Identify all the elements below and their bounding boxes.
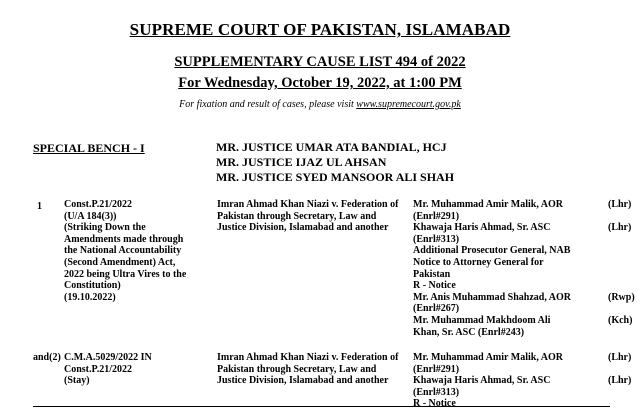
city-code: [608, 364, 631, 376]
city-code: [608, 303, 635, 315]
advocate-line: Additional Prosecutor General, NAB: [413, 245, 571, 257]
advocate-line: (Enrl#291): [413, 210, 460, 222]
advocate-line: Khawaja Haris Ahmad, Sr. ASC: [413, 375, 551, 387]
advocate-line: Khan, Sr. ASC (Enrl#243): [413, 326, 525, 338]
case-line: 2022 being Ultra Vires to the: [64, 268, 187, 280]
case-line: (Stay): [64, 375, 90, 387]
advocate-line: Mr. Anis Muhammad Shahzad, AOR: [413, 291, 571, 303]
judge-name: MR. JUSTICE IJAZ UL AHSAN: [216, 155, 387, 169]
city-code: [608, 280, 635, 292]
parties-block: [217, 199, 398, 234]
case-line: C.M.A.5029/2022 IN: [64, 352, 152, 363]
city-code: (Lhr): [608, 375, 632, 387]
case-line: (19.10.2022): [64, 291, 116, 303]
case-title-block: [64, 352, 152, 387]
party-line: Pakistan through Secretary, Law and: [217, 363, 377, 375]
case-line: (Striking Down the: [64, 222, 146, 234]
court-title: SUPREME COURT OF PAKISTAN, ISLAMABAD: [129, 20, 511, 39]
cause-list-date: For Wednesday, October 19, 2022, at 1:00 PM: [178, 75, 462, 91]
party-line: Imran Ahmad Khan Niazi v. Federation of: [217, 199, 399, 210]
party-line: Justice Division, Islamabad and another: [217, 375, 389, 387]
advocate-line: Khawaja Haris Ahmad, Sr. ASC: [413, 222, 551, 234]
case-line: Amendments made through: [64, 233, 184, 245]
party-line: Justice Division, Islamabad and another: [217, 222, 389, 234]
bench-name: SPECIAL BENCH - I: [33, 141, 145, 155]
city-code: (Lhr): [608, 352, 632, 363]
judge-name: MR. JUSTICE SYED MANSOOR ALI SHAH: [216, 170, 455, 184]
advocate-line: Mr. Muhammad Amir Malik, AOR: [413, 352, 564, 363]
party-line: Imran Ahmad Khan Niazi v. Federation of: [217, 352, 399, 363]
advocate-line: R - Notice: [413, 280, 456, 292]
case-number: and(2): [33, 352, 61, 363]
advocate-line: (Enrl#291): [413, 363, 460, 375]
advocate-line: (Enrl#267): [413, 303, 460, 315]
city-code: (Rwp): [608, 291, 635, 303]
case-line: Constitution): [64, 280, 121, 292]
city-code: [608, 269, 635, 281]
city-code: [608, 211, 635, 223]
city-code: (Kch): [608, 314, 633, 326]
city-column: [608, 352, 631, 387]
fixation-text: For fixation and result of cases, please visit: [179, 99, 354, 110]
city-code: [608, 257, 635, 269]
advocate-line: Pakistan: [413, 268, 451, 280]
advocate-line: Notice to Attorney General for: [413, 256, 544, 268]
divider: [33, 406, 610, 407]
advocates-block: [413, 352, 563, 410]
case-line: (Second Amendment) Act,: [64, 256, 176, 268]
case-line: Const.P.21/2022: [64, 199, 132, 210]
city-column: [608, 199, 635, 327]
advocate-line: Mr. Muhammad Makhdoom Ali: [413, 314, 551, 326]
city-code: [608, 245, 635, 257]
advocates-block: [413, 199, 571, 338]
case-number: 1: [37, 201, 42, 212]
case-title-block: [64, 199, 186, 303]
case-line: Const.P.21/2022: [64, 363, 132, 375]
party-line: Pakistan through Secretary, Law and: [217, 210, 377, 222]
cause-list-title: SUPPLEMENTARY CAUSE LIST 494 of 2022: [174, 54, 466, 70]
judges-list: [216, 140, 454, 185]
advocate-line: R - Notice: [413, 398, 456, 410]
case-line: (U/A 184(3)): [64, 210, 117, 222]
advocate-line: (Enrl#313): [413, 233, 460, 245]
fixation-note: [0, 99, 640, 110]
judge-name: MR. JUSTICE UMAR ATA BANDIAL, HCJ: [216, 140, 447, 154]
advocate-line: (Enrl#313): [413, 386, 460, 398]
city-code: (Lhr): [608, 222, 632, 234]
city-code: [608, 234, 635, 246]
website-link[interactable]: www.supremecourt.gov.pk: [356, 99, 461, 110]
case-line: the National Accountability: [64, 245, 182, 257]
advocate-line: Mr. Muhammad Amir Malik, AOR: [413, 199, 564, 210]
parties-block: [217, 352, 398, 387]
city-code: (Lhr): [608, 199, 632, 210]
